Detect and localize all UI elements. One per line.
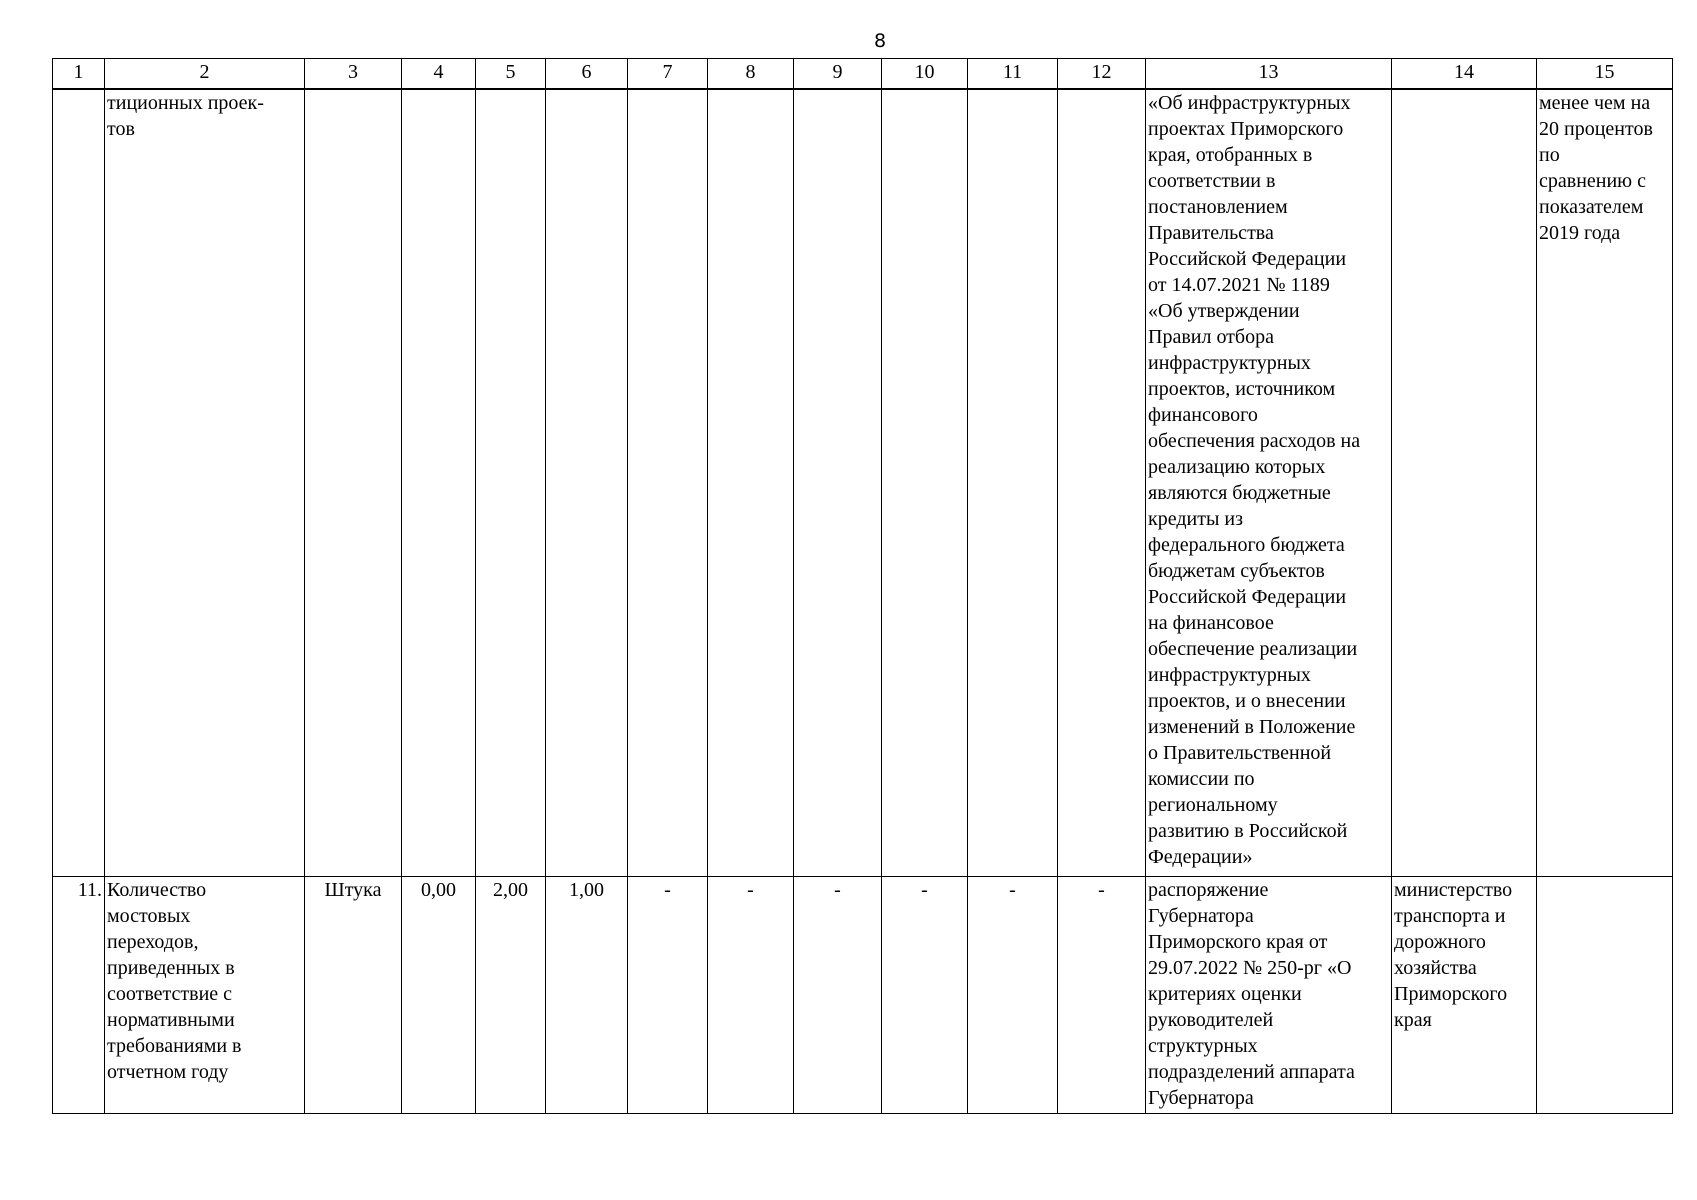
text-line: Приморского края от [1148, 931, 1328, 953]
text-line: инфраструктурных [1148, 352, 1311, 374]
text-line: Федерации» [1148, 846, 1253, 868]
text-line: дорожного [1394, 931, 1486, 953]
text-line: реализацию которых [1148, 456, 1326, 478]
text-line: федерального бюджета [1148, 534, 1345, 556]
text-line: 29.07.2022 № 250-рг «О [1148, 957, 1352, 979]
text-line: Количество [107, 879, 207, 901]
text-line: нормативными [107, 1009, 235, 1031]
text-line: от 14.07.2021 № 1189 [1148, 274, 1330, 296]
text-line: комиссии по [1148, 768, 1255, 790]
text-line: проектов, и о внесении [1148, 690, 1346, 712]
table-cell [546, 89, 628, 877]
table-row-continued [53, 89, 1673, 877]
row-number-cell [53, 89, 105, 877]
text-line: мостовых [107, 905, 191, 927]
text-line: отчетном году [107, 1061, 229, 1083]
indicator-name-cell [105, 877, 305, 1114]
text-line: критериях оценки [1148, 983, 1302, 1005]
text-line: являются бюджетные [1148, 482, 1331, 504]
text-line: изменений в Положение [1148, 716, 1356, 738]
dash-cell: - [794, 877, 882, 1114]
legal-basis-cell [1146, 89, 1392, 877]
table-cell [402, 89, 476, 877]
text-line: показателем [1539, 196, 1644, 218]
dash-cell: - [628, 877, 708, 1114]
column-number-cell: 13 [1146, 59, 1392, 90]
text-line: развитию в Российской [1148, 820, 1348, 842]
column-number-row [53, 59, 1673, 90]
text-line: 20 процентов [1539, 118, 1653, 140]
dash-cell: - [708, 877, 794, 1114]
text-line: по [1539, 144, 1560, 166]
text-line: инфраструктурных [1148, 664, 1311, 686]
text-line: «Об утверждении [1148, 300, 1300, 322]
table-cell [882, 89, 968, 877]
text-line: менее чем на [1539, 92, 1651, 114]
text-line: бюджетам субъектов [1148, 560, 1325, 582]
text-line: кредиты из [1148, 508, 1243, 530]
text-line: министерство [1394, 879, 1513, 901]
text-line: 2019 года [1539, 222, 1621, 244]
column-number-cell: 1 [53, 59, 105, 90]
value-cell: 0,00 [402, 877, 476, 1114]
column-number-cell: 4 [402, 59, 476, 90]
table-cell [968, 89, 1058, 877]
text-line: руководителей [1148, 1009, 1274, 1031]
table-row-11 [53, 877, 1673, 1114]
column-number-cell: 5 [476, 59, 546, 90]
page-number: 8 [873, 30, 887, 52]
text-line: финансового [1148, 404, 1258, 426]
text-line: приведенных в [107, 957, 235, 979]
text-line: требованиями в [107, 1035, 242, 1057]
text-line: края, отобранных в [1148, 144, 1313, 166]
text-line: проектов, источником [1148, 378, 1336, 400]
column-number-cell: 10 [882, 59, 968, 90]
text-line: Губернатора [1148, 1087, 1254, 1109]
text-line: соответствии в [1148, 170, 1276, 192]
text-line: Приморского [1394, 983, 1508, 1005]
column-number-cell: 3 [305, 59, 402, 90]
table-cell [305, 89, 402, 877]
text-line: обеспечения расходов на [1148, 430, 1361, 452]
value-cell: 2,00 [476, 877, 546, 1114]
text-line: обеспечение реализации [1148, 638, 1358, 660]
text-line: постановлением [1148, 196, 1288, 218]
column-number-cell: 9 [794, 59, 882, 90]
text-line: Правительства [1148, 222, 1274, 244]
note-cell [1537, 877, 1673, 1114]
column-number-cell: 6 [546, 59, 628, 90]
table-cell [708, 89, 794, 877]
column-number-cell: 15 [1537, 59, 1673, 90]
text-line: Российской Федерации [1148, 586, 1347, 608]
responsible-body-cell [1392, 877, 1537, 1114]
table-cell [794, 89, 882, 877]
value-cell: 1,00 [546, 877, 628, 1114]
text-line: «Об инфраструктурных [1148, 92, 1351, 114]
note-cell [1537, 89, 1673, 877]
text-line: транспорта и [1394, 905, 1506, 927]
row-number-cell: 11. [53, 877, 105, 1114]
text-line: тиционных проек- [107, 92, 264, 114]
text-line: края [1394, 1009, 1432, 1031]
dash-cell: - [968, 877, 1058, 1114]
text-line: соответствие с [107, 983, 233, 1005]
text-line: проектах Приморского [1148, 118, 1344, 140]
text-line: структурных [1148, 1035, 1258, 1057]
text-line: Правил отбора [1148, 326, 1274, 348]
dash-cell: - [882, 877, 968, 1114]
text-line: переходов, [107, 931, 199, 953]
table-cell [476, 89, 546, 877]
text-line: распоряжение [1148, 879, 1269, 901]
legal-basis-cell [1146, 877, 1392, 1114]
column-number-cell: 14 [1392, 59, 1537, 90]
text-line: региональному [1148, 794, 1278, 816]
column-number-cell: 2 [105, 59, 305, 90]
unit-cell: Штука [305, 877, 402, 1114]
text-line: на финансовое [1148, 612, 1274, 634]
column-number-cell: 7 [628, 59, 708, 90]
text-line: тов [107, 118, 135, 140]
column-number-cell: 11 [968, 59, 1058, 90]
indicators-table [52, 58, 1673, 1114]
text-line: хозяйства [1394, 957, 1477, 979]
table-cell [1058, 89, 1146, 877]
text-line: Российской Федерации [1148, 248, 1347, 270]
text-line: Губернатора [1148, 905, 1254, 927]
dash-cell: - [1058, 877, 1146, 1114]
text-line: о Правительственной [1148, 742, 1332, 764]
table-cell [628, 89, 708, 877]
column-number-cell: 8 [708, 59, 794, 90]
table-cell [1392, 89, 1537, 877]
column-number-cell: 12 [1058, 59, 1146, 90]
indicator-name-cell [105, 89, 305, 877]
text-line: сравнению с [1539, 170, 1647, 192]
text-line: подразделений аппарата [1148, 1061, 1355, 1083]
